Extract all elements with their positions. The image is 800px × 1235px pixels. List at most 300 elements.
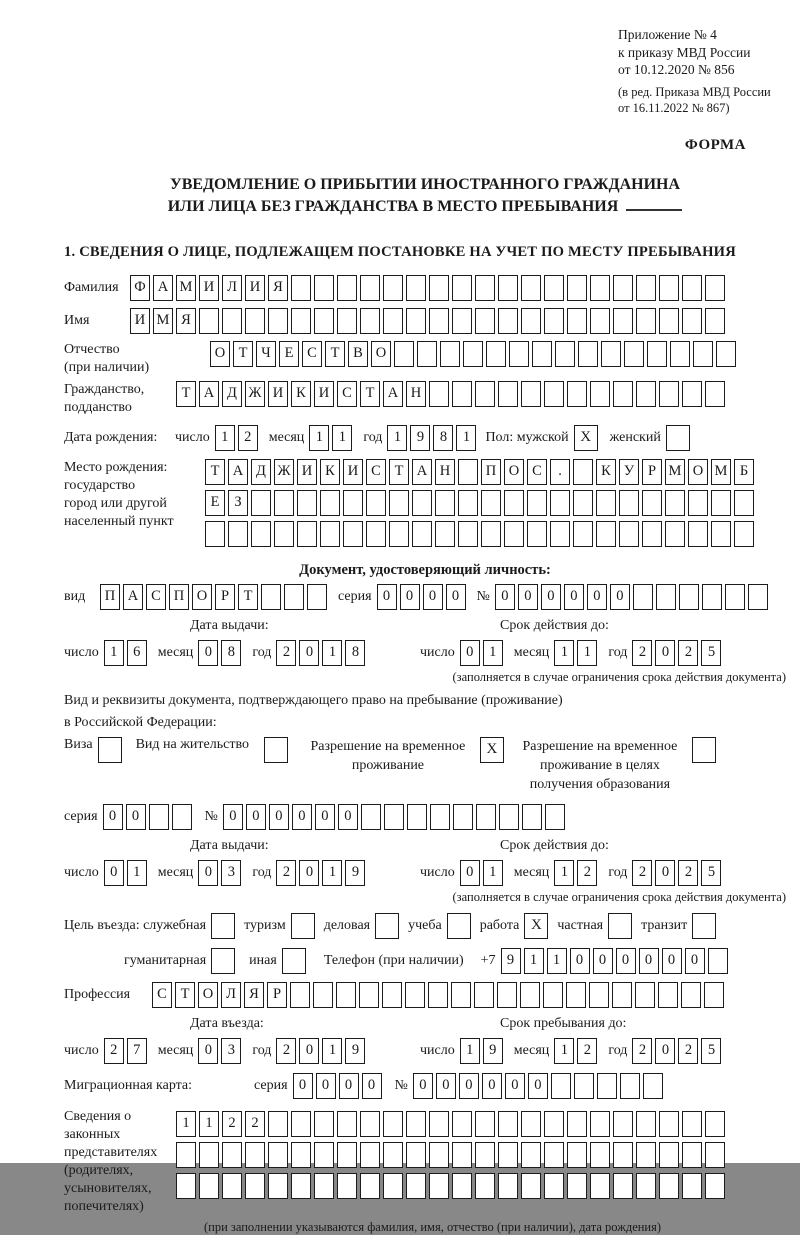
char-box[interactable]	[149, 804, 169, 830]
char-box[interactable]	[360, 275, 380, 301]
char-box[interactable]: 0	[639, 948, 659, 974]
char-box[interactable]: 1	[215, 425, 235, 451]
char-box[interactable]: М	[153, 308, 173, 334]
char-box[interactable]	[590, 308, 610, 334]
visa-checkbox[interactable]	[98, 737, 122, 763]
char-box[interactable]: О	[504, 459, 524, 485]
char-box[interactable]: 0	[315, 804, 335, 830]
char-box[interactable]	[566, 982, 586, 1008]
char-box[interactable]: И	[199, 275, 219, 301]
sex-male-checkbox[interactable]: X	[574, 425, 598, 451]
char-box[interactable]: 0	[528, 1073, 548, 1099]
char-box[interactable]: Т	[238, 584, 258, 610]
char-box[interactable]	[596, 521, 616, 547]
char-box[interactable]	[532, 341, 552, 367]
char-box[interactable]: 2	[678, 860, 698, 886]
char-box[interactable]	[251, 521, 271, 547]
char-box[interactable]: 0	[223, 804, 243, 830]
char-box[interactable]: 9	[410, 425, 430, 451]
char-box[interactable]	[725, 584, 745, 610]
char-box[interactable]: 0	[616, 948, 636, 974]
char-box[interactable]: Р	[267, 982, 287, 1008]
char-box[interactable]: М	[176, 275, 196, 301]
char-box[interactable]: 0	[246, 804, 266, 830]
char-box[interactable]	[360, 1173, 380, 1199]
char-box[interactable]	[688, 490, 708, 516]
char-box[interactable]: 1	[456, 425, 476, 451]
char-box[interactable]: С	[337, 381, 357, 407]
char-box[interactable]: 2	[577, 1038, 597, 1064]
char-box[interactable]	[222, 1173, 242, 1199]
char-box[interactable]	[320, 521, 340, 547]
char-box[interactable]: Н	[435, 459, 455, 485]
char-box[interactable]: О	[688, 459, 708, 485]
char-box[interactable]: К	[596, 459, 616, 485]
char-box[interactable]	[176, 1173, 196, 1199]
char-box[interactable]	[590, 381, 610, 407]
char-box[interactable]: Р	[215, 584, 235, 610]
char-box[interactable]	[659, 308, 679, 334]
char-box[interactable]	[430, 804, 450, 830]
char-box[interactable]: 0	[198, 640, 218, 666]
char-box[interactable]: 2	[632, 640, 652, 666]
char-box[interactable]: 1	[483, 640, 503, 666]
char-box[interactable]	[268, 308, 288, 334]
char-box[interactable]: 1	[577, 640, 597, 666]
char-box[interactable]: 3	[221, 860, 241, 886]
char-box[interactable]	[481, 521, 501, 547]
char-box[interactable]	[245, 308, 265, 334]
char-box[interactable]: 0	[362, 1073, 382, 1099]
char-box[interactable]	[658, 982, 678, 1008]
char-box[interactable]	[297, 521, 317, 547]
char-box[interactable]	[642, 521, 662, 547]
char-box[interactable]: 2	[276, 860, 296, 886]
char-box[interactable]: 1	[387, 425, 407, 451]
char-box[interactable]	[199, 1173, 219, 1199]
char-box[interactable]	[458, 490, 478, 516]
char-box[interactable]	[291, 1111, 311, 1137]
char-box[interactable]: 0	[292, 804, 312, 830]
char-box[interactable]	[555, 341, 575, 367]
char-box[interactable]: П	[169, 584, 189, 610]
char-box[interactable]	[544, 1142, 564, 1168]
char-box[interactable]	[222, 1142, 242, 1168]
char-box[interactable]	[452, 1142, 472, 1168]
char-box[interactable]	[360, 1111, 380, 1137]
char-box[interactable]: Ф	[130, 275, 150, 301]
char-box[interactable]: 0	[518, 584, 538, 610]
char-box[interactable]: 0	[460, 860, 480, 886]
char-box[interactable]	[551, 1073, 571, 1099]
char-box[interactable]: Ч	[256, 341, 276, 367]
char-box[interactable]	[635, 982, 655, 1008]
char-box[interactable]: 1	[554, 640, 574, 666]
char-box[interactable]: В	[348, 341, 368, 367]
char-box[interactable]: А	[228, 459, 248, 485]
char-box[interactable]	[679, 584, 699, 610]
char-box[interactable]	[314, 1142, 334, 1168]
char-box[interactable]: 1	[199, 1111, 219, 1137]
purpose-other-checkbox[interactable]	[282, 948, 306, 974]
char-box[interactable]: К	[320, 459, 340, 485]
char-box[interactable]: 2	[238, 425, 258, 451]
char-box[interactable]	[590, 1142, 610, 1168]
char-box[interactable]	[504, 490, 524, 516]
char-box[interactable]	[412, 490, 432, 516]
char-box[interactable]	[343, 521, 363, 547]
char-box[interactable]	[394, 341, 414, 367]
char-box[interactable]: 0	[610, 584, 630, 610]
char-box[interactable]: 1	[322, 1038, 342, 1064]
char-box[interactable]	[521, 308, 541, 334]
char-box[interactable]	[452, 1173, 472, 1199]
char-box[interactable]	[636, 1173, 656, 1199]
char-box[interactable]: 2	[276, 640, 296, 666]
char-box[interactable]: Л	[221, 982, 241, 1008]
char-box[interactable]	[708, 948, 728, 974]
char-box[interactable]	[290, 982, 310, 1008]
char-box[interactable]	[705, 1111, 725, 1137]
char-box[interactable]	[636, 1142, 656, 1168]
char-box[interactable]: Б	[734, 459, 754, 485]
char-box[interactable]	[734, 521, 754, 547]
char-box[interactable]	[452, 275, 472, 301]
char-box[interactable]: 2	[632, 860, 652, 886]
char-box[interactable]	[711, 490, 731, 516]
char-box[interactable]	[452, 1111, 472, 1137]
char-box[interactable]: К	[291, 381, 311, 407]
char-box[interactable]: Я	[176, 308, 196, 334]
char-box[interactable]	[172, 804, 192, 830]
char-box[interactable]: М	[711, 459, 731, 485]
char-box[interactable]	[573, 521, 593, 547]
char-box[interactable]: 0	[339, 1073, 359, 1099]
char-box[interactable]: 0	[655, 640, 675, 666]
char-box[interactable]	[268, 1111, 288, 1137]
char-box[interactable]	[550, 490, 570, 516]
char-box[interactable]: .	[550, 459, 570, 485]
char-box[interactable]: У	[619, 459, 639, 485]
char-box[interactable]	[705, 381, 725, 407]
char-box[interactable]	[682, 1173, 702, 1199]
char-box[interactable]	[389, 490, 409, 516]
char-box[interactable]	[412, 521, 432, 547]
char-box[interactable]: Я	[244, 982, 264, 1008]
char-box[interactable]	[521, 1111, 541, 1137]
char-box[interactable]	[475, 1142, 495, 1168]
char-box[interactable]	[366, 490, 386, 516]
char-box[interactable]	[337, 275, 357, 301]
char-box[interactable]: Т	[176, 381, 196, 407]
char-box[interactable]	[596, 490, 616, 516]
char-box[interactable]	[382, 982, 402, 1008]
char-box[interactable]: Ж	[245, 381, 265, 407]
char-box[interactable]	[682, 275, 702, 301]
char-box[interactable]	[429, 381, 449, 407]
char-box[interactable]	[613, 1142, 633, 1168]
char-box[interactable]: Т	[360, 381, 380, 407]
purpose-private-checkbox[interactable]	[608, 913, 632, 939]
char-box[interactable]: Я	[268, 275, 288, 301]
char-box[interactable]	[544, 275, 564, 301]
char-box[interactable]: Е	[279, 341, 299, 367]
char-box[interactable]	[659, 275, 679, 301]
char-box[interactable]	[268, 1173, 288, 1199]
char-box[interactable]	[656, 584, 676, 610]
purpose-humanitarian-checkbox[interactable]	[211, 948, 235, 974]
char-box[interactable]	[261, 584, 281, 610]
char-box[interactable]: О	[210, 341, 230, 367]
char-box[interactable]	[476, 804, 496, 830]
char-box[interactable]	[222, 308, 242, 334]
char-box[interactable]	[521, 381, 541, 407]
char-box[interactable]: И	[245, 275, 265, 301]
char-box[interactable]	[613, 1111, 633, 1137]
char-box[interactable]: 0	[299, 640, 319, 666]
char-box[interactable]	[314, 1173, 334, 1199]
char-box[interactable]: 9	[483, 1038, 503, 1064]
char-box[interactable]	[320, 490, 340, 516]
char-box[interactable]	[452, 308, 472, 334]
char-box[interactable]	[297, 490, 317, 516]
char-box[interactable]	[704, 982, 724, 1008]
char-box[interactable]	[205, 521, 225, 547]
char-box[interactable]	[428, 982, 448, 1008]
char-box[interactable]	[429, 1173, 449, 1199]
char-box[interactable]	[435, 490, 455, 516]
char-box[interactable]: 5	[701, 1038, 721, 1064]
char-box[interactable]	[550, 521, 570, 547]
char-box[interactable]: 2	[104, 1038, 124, 1064]
char-box[interactable]: 2	[632, 1038, 652, 1064]
purpose-study-checkbox[interactable]	[447, 913, 471, 939]
char-box[interactable]	[659, 381, 679, 407]
char-box[interactable]	[429, 275, 449, 301]
char-box[interactable]: 1	[332, 425, 352, 451]
char-box[interactable]	[176, 1142, 196, 1168]
char-box[interactable]	[613, 1173, 633, 1199]
char-box[interactable]	[682, 381, 702, 407]
char-box[interactable]	[307, 584, 327, 610]
char-box[interactable]	[659, 1142, 679, 1168]
char-box[interactable]	[681, 982, 701, 1008]
char-box[interactable]	[543, 982, 563, 1008]
char-box[interactable]: 0	[587, 584, 607, 610]
char-box[interactable]	[405, 982, 425, 1008]
char-box[interactable]	[497, 982, 517, 1008]
char-box[interactable]	[642, 490, 662, 516]
char-box[interactable]	[636, 308, 656, 334]
char-box[interactable]	[567, 1173, 587, 1199]
char-box[interactable]: О	[371, 341, 391, 367]
char-box[interactable]	[251, 490, 271, 516]
char-box[interactable]	[522, 804, 542, 830]
char-box[interactable]: 0	[495, 584, 515, 610]
char-box[interactable]: Т	[325, 341, 345, 367]
char-box[interactable]	[384, 804, 404, 830]
char-box[interactable]: 0	[338, 804, 358, 830]
char-box[interactable]	[705, 1142, 725, 1168]
char-box[interactable]	[475, 1173, 495, 1199]
char-box[interactable]: 1	[309, 425, 329, 451]
char-box[interactable]	[291, 1142, 311, 1168]
char-box[interactable]	[199, 308, 219, 334]
char-box[interactable]	[711, 521, 731, 547]
char-box[interactable]: 0	[655, 860, 675, 886]
char-box[interactable]	[475, 1111, 495, 1137]
char-box[interactable]	[521, 1142, 541, 1168]
char-box[interactable]	[274, 490, 294, 516]
char-box[interactable]	[389, 521, 409, 547]
char-box[interactable]	[619, 490, 639, 516]
char-box[interactable]	[633, 584, 653, 610]
char-box[interactable]	[498, 1142, 518, 1168]
char-box[interactable]	[336, 982, 356, 1008]
char-box[interactable]	[314, 1111, 334, 1137]
char-box[interactable]: А	[199, 381, 219, 407]
char-box[interactable]: 3	[221, 1038, 241, 1064]
char-box[interactable]	[601, 341, 621, 367]
char-box[interactable]: 2	[276, 1038, 296, 1064]
char-box[interactable]: 0	[459, 1073, 479, 1099]
char-box[interactable]	[268, 1142, 288, 1168]
char-box[interactable]: 0	[655, 1038, 675, 1064]
char-box[interactable]: 0	[299, 860, 319, 886]
char-box[interactable]: 0	[400, 584, 420, 610]
char-box[interactable]	[705, 275, 725, 301]
char-box[interactable]	[291, 308, 311, 334]
char-box[interactable]: 0	[103, 804, 123, 830]
char-box[interactable]	[590, 1173, 610, 1199]
char-box[interactable]: З	[228, 490, 248, 516]
char-box[interactable]	[383, 275, 403, 301]
char-box[interactable]	[359, 982, 379, 1008]
char-box[interactable]: Ж	[274, 459, 294, 485]
char-box[interactable]: Л	[222, 275, 242, 301]
char-box[interactable]	[659, 1111, 679, 1137]
char-box[interactable]	[291, 1173, 311, 1199]
char-box[interactable]	[520, 982, 540, 1008]
char-box[interactable]: А	[412, 459, 432, 485]
char-box[interactable]	[716, 341, 736, 367]
char-box[interactable]	[499, 804, 519, 830]
purpose-business-checkbox[interactable]	[375, 913, 399, 939]
char-box[interactable]	[452, 381, 472, 407]
char-box[interactable]	[682, 308, 702, 334]
char-box[interactable]: Е	[205, 490, 225, 516]
char-box[interactable]: 1	[460, 1038, 480, 1064]
char-box[interactable]	[567, 275, 587, 301]
char-box[interactable]	[624, 341, 644, 367]
char-box[interactable]: С	[302, 341, 322, 367]
char-box[interactable]: П	[481, 459, 501, 485]
char-box[interactable]	[383, 1173, 403, 1199]
char-box[interactable]: 0	[299, 1038, 319, 1064]
char-box[interactable]: 0	[413, 1073, 433, 1099]
char-box[interactable]	[383, 1111, 403, 1137]
char-box[interactable]	[337, 1173, 357, 1199]
purpose-tourism-checkbox[interactable]	[291, 913, 315, 939]
char-box[interactable]	[498, 1111, 518, 1137]
char-box[interactable]	[567, 1142, 587, 1168]
char-box[interactable]: Т	[233, 341, 253, 367]
char-box[interactable]: 1	[524, 948, 544, 974]
char-box[interactable]: 0	[198, 1038, 218, 1064]
char-box[interactable]	[620, 1073, 640, 1099]
edu-permit-checkbox[interactable]	[692, 737, 716, 763]
char-box[interactable]	[475, 308, 495, 334]
purpose-work-checkbox[interactable]: X	[524, 913, 548, 939]
char-box[interactable]	[429, 308, 449, 334]
char-box[interactable]: 9	[345, 860, 365, 886]
char-box[interactable]	[429, 1111, 449, 1137]
char-box[interactable]	[544, 1111, 564, 1137]
char-box[interactable]: И	[297, 459, 317, 485]
char-box[interactable]	[360, 308, 380, 334]
char-box[interactable]: 0	[423, 584, 443, 610]
char-box[interactable]	[693, 341, 713, 367]
char-box[interactable]: Т	[389, 459, 409, 485]
char-box[interactable]: 0	[482, 1073, 502, 1099]
char-box[interactable]	[647, 341, 667, 367]
residence-permit-checkbox[interactable]	[264, 737, 288, 763]
char-box[interactable]: 1	[554, 1038, 574, 1064]
char-box[interactable]: 0	[293, 1073, 313, 1099]
char-box[interactable]	[498, 381, 518, 407]
char-box[interactable]	[590, 275, 610, 301]
char-box[interactable]	[383, 1142, 403, 1168]
char-box[interactable]	[682, 1142, 702, 1168]
char-box[interactable]: 0	[377, 584, 397, 610]
sex-female-checkbox[interactable]	[666, 425, 690, 451]
char-box[interactable]: 0	[662, 948, 682, 974]
char-box[interactable]: 0	[436, 1073, 456, 1099]
char-box[interactable]	[636, 275, 656, 301]
char-box[interactable]	[407, 804, 427, 830]
char-box[interactable]	[578, 341, 598, 367]
char-box[interactable]	[435, 521, 455, 547]
char-box[interactable]: Т	[205, 459, 225, 485]
char-box[interactable]	[567, 1111, 587, 1137]
char-box[interactable]: 1	[322, 640, 342, 666]
char-box[interactable]	[573, 459, 593, 485]
char-box[interactable]	[509, 341, 529, 367]
char-box[interactable]: 0	[316, 1073, 336, 1099]
char-box[interactable]	[527, 490, 547, 516]
char-box[interactable]	[337, 1111, 357, 1137]
char-box[interactable]: 9	[345, 1038, 365, 1064]
char-box[interactable]: Р	[642, 459, 662, 485]
char-box[interactable]	[228, 521, 248, 547]
char-box[interactable]	[636, 381, 656, 407]
char-box[interactable]	[589, 982, 609, 1008]
char-box[interactable]	[406, 1142, 426, 1168]
char-box[interactable]: 1	[176, 1111, 196, 1137]
char-box[interactable]	[665, 490, 685, 516]
char-box[interactable]: 1	[127, 860, 147, 886]
char-box[interactable]: 0	[685, 948, 705, 974]
temp-permit-checkbox[interactable]: X	[480, 737, 504, 763]
char-box[interactable]	[361, 804, 381, 830]
char-box[interactable]	[527, 521, 547, 547]
char-box[interactable]: 0	[104, 860, 124, 886]
char-box[interactable]: 2	[577, 860, 597, 886]
char-box[interactable]: 7	[127, 1038, 147, 1064]
char-box[interactable]: С	[152, 982, 172, 1008]
char-box[interactable]: 9	[501, 948, 521, 974]
char-box[interactable]	[481, 490, 501, 516]
